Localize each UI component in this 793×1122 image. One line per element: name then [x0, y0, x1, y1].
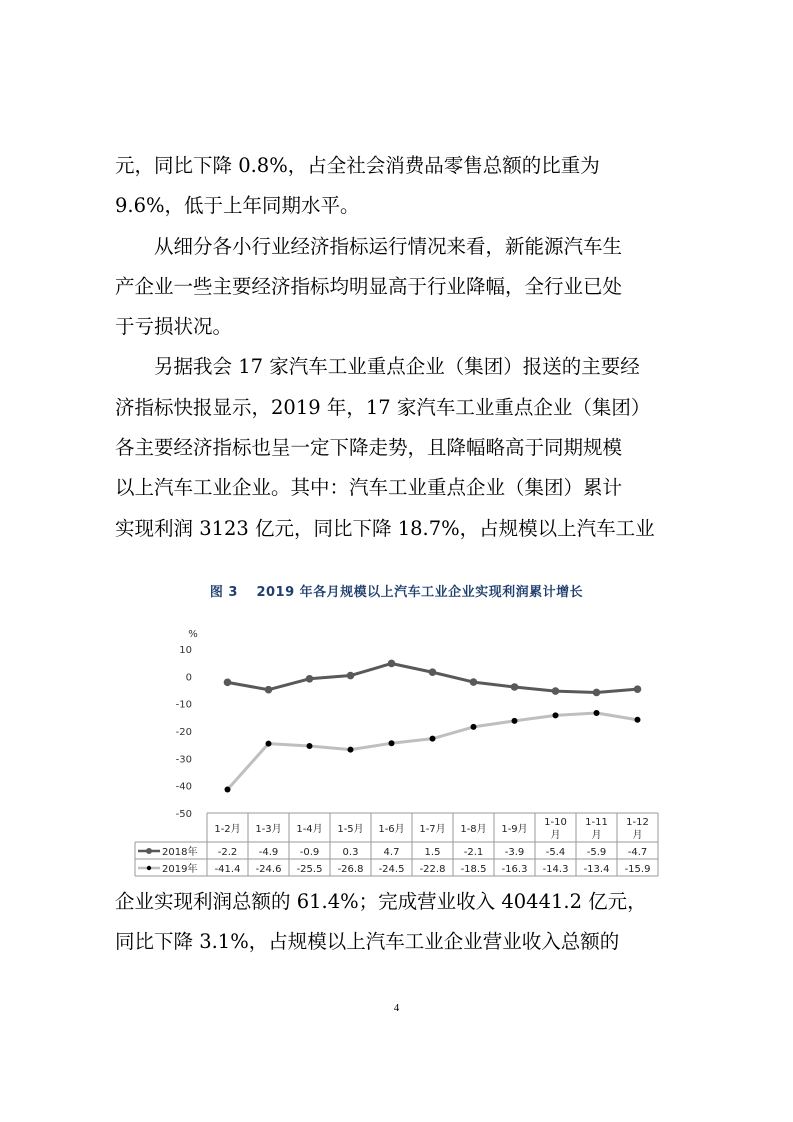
- table-value: -0.9: [299, 847, 320, 858]
- table-value: -25.5: [296, 864, 323, 875]
- data-point: [266, 741, 272, 747]
- table-value: -5.9: [586, 847, 607, 858]
- text-line: 企业实现利润总额的 61.4%；完成营业收入 40441.2 亿元，: [115, 890, 647, 913]
- data-point: [553, 712, 559, 718]
- data-point: [389, 740, 395, 746]
- series-line-2018年: [228, 663, 638, 692]
- data-point: [552, 687, 560, 695]
- table-value: -24.5: [378, 864, 405, 875]
- table-value: 1.5: [424, 847, 441, 858]
- text-line: 各主要经济指标也呈一定下降走势，且降幅略高于同期规模: [115, 436, 623, 460]
- table-value: -4.7: [627, 847, 648, 858]
- table-value: -15.9: [624, 864, 651, 875]
- x-tick-label: 1-3月: [255, 824, 282, 835]
- table-value: -41.4: [214, 864, 241, 875]
- table-value: -14.3: [542, 864, 569, 875]
- legend-label: 2019年: [162, 864, 198, 875]
- data-point: [512, 718, 518, 724]
- x-tick-label: 1-7月: [419, 824, 446, 835]
- data-point: [634, 685, 642, 693]
- x-tick-label: 月: [550, 830, 561, 841]
- text-line: 济指标快报显示，2019 年，17 家汽车工业重点企业（集团）: [115, 395, 651, 419]
- data-point: [388, 660, 396, 668]
- x-tick-label: 1-4月: [296, 824, 323, 835]
- text-line: 实现利润 3123 亿元，同比下降 18.7%，占规模以上汽车工业: [115, 516, 655, 540]
- y-tick-label: -10: [175, 699, 192, 711]
- text-line: 从细分各小行业经济指标运行情况来看，新能源汽车生: [154, 234, 623, 258]
- y-axis-label: %: [188, 629, 198, 640]
- data-point: [593, 689, 601, 697]
- table-value: -13.4: [583, 864, 610, 875]
- data-point: [225, 786, 231, 792]
- y-tick-label: -30: [175, 754, 192, 766]
- text-line: 产企业一些主要经济指标均明显高于行业降幅，全行业已处: [115, 274, 623, 298]
- table-value: -24.6: [255, 864, 282, 875]
- data-point: [511, 683, 519, 691]
- text-line: 于亏损状况。: [115, 315, 233, 339]
- x-tick-label: 1-9月: [501, 824, 528, 835]
- series-line-2019年: [228, 713, 638, 790]
- y-tick-label: 10: [179, 645, 192, 656]
- data-point: [348, 747, 354, 753]
- data-point: [347, 672, 355, 680]
- body-text-bottom: [115, 882, 685, 963]
- y-tick-label: -50: [175, 809, 192, 820]
- y-tick-label: -40: [175, 781, 192, 793]
- x-tick-label: 1-5月: [337, 824, 364, 835]
- data-point: [306, 675, 314, 683]
- data-point: [224, 679, 232, 687]
- y-tick-label: 0: [185, 672, 192, 684]
- table-value: -3.9: [504, 847, 525, 858]
- x-tick-label: 1-2月: [214, 824, 241, 835]
- x-tick-label: 月: [632, 830, 643, 841]
- data-point: [470, 678, 478, 686]
- table-value: -2.1: [463, 847, 484, 858]
- table-value: 0.3: [342, 847, 359, 858]
- y-tick-label: -20: [175, 727, 192, 738]
- data-point: [430, 736, 436, 742]
- table-value: -22.8: [419, 864, 446, 875]
- table-value: -2.2: [217, 847, 238, 858]
- data-point: [307, 743, 313, 749]
- x-tick-label: 1-12: [626, 817, 649, 828]
- data-point: [594, 710, 600, 716]
- text-line: 另据我会 17 家汽车工业重点企业（集团）报送的主要经: [154, 355, 640, 379]
- x-tick-label: 月: [591, 830, 602, 841]
- text-line: 同比下降 3.1%，占规模以上汽车工业企业营业收入总额的: [115, 930, 620, 954]
- data-point: [635, 717, 641, 723]
- data-point: [429, 668, 437, 676]
- page-number: 4: [393, 1002, 400, 1014]
- legend-label: 2018年: [162, 847, 198, 858]
- chart-title: 图 3 2019 年各月规模以上汽车工业企业实现利润累计增长: [209, 585, 584, 600]
- table-value: 4.7: [383, 847, 400, 858]
- data-point: [265, 686, 273, 694]
- table-value: -5.4: [545, 847, 566, 858]
- text-line: 元，同比下降 0.8%，占全社会消费品零售总额的比重为: [115, 154, 600, 177]
- x-tick-label: 1-10: [544, 817, 567, 828]
- table-value: -4.9: [258, 847, 279, 858]
- legend-swatch-marker: [146, 848, 152, 854]
- x-tick-label: 1-6月: [378, 824, 405, 835]
- data-point: [471, 724, 477, 730]
- text-line: 以上汽车工业企业。其中：汽车工业重点企业（集团）累计: [115, 476, 623, 500]
- x-tick-label: 1-11: [585, 817, 608, 828]
- table-value: -16.3: [501, 864, 528, 875]
- text-line: 9.6%，低于上年同期水平。: [115, 194, 360, 218]
- table-value: -18.5: [460, 864, 487, 875]
- table-value: -26.8: [337, 864, 364, 875]
- x-tick-label: 1-8月: [460, 824, 487, 835]
- legend-swatch-marker: [147, 866, 151, 870]
